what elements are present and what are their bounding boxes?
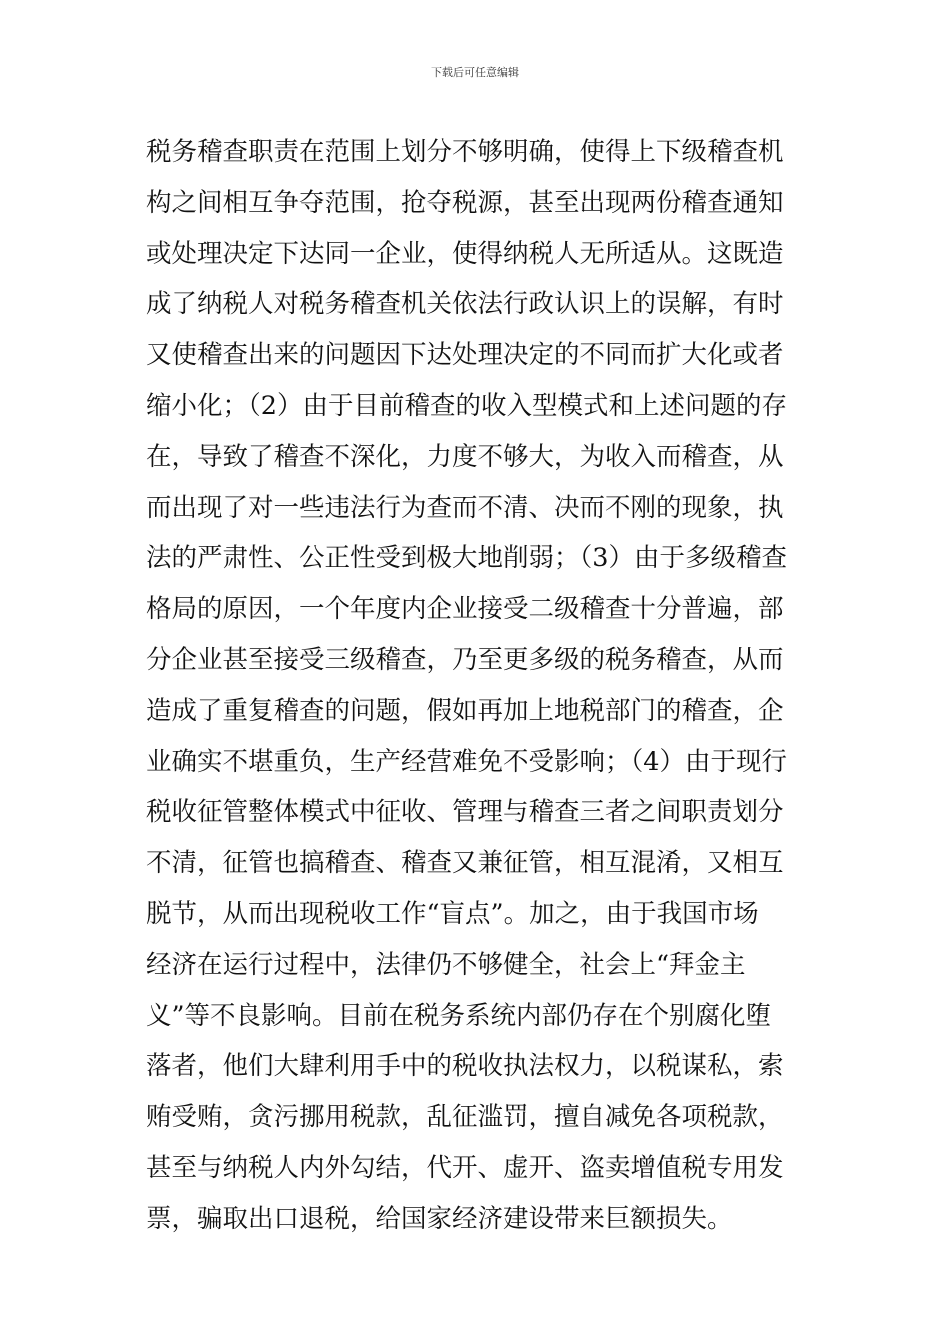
text-line: 或处理决定下达同一企业，使得纳税人无所适从。这既造 <box>146 238 784 269</box>
text-line: 税务稽查职责在范围上划分不够明确，使得上下级稽查机 <box>146 137 784 167</box>
text-line: 税收征管整体模式中征收、管理与稽查三者之间职责划分 <box>146 797 784 828</box>
text-line: 不清，征管也搞稽查、稽查又兼征管，相互混淆，又相互 <box>146 848 784 879</box>
text-line: 而出现了对一些违法行为查而不清、决而不刚的现象，执 <box>146 492 784 523</box>
text-line: 贿受贿，贪污挪用税款，乱征滥罚，擅自减免各项税款， <box>146 1102 784 1133</box>
text-line: 在，导致了稽查不深化，力度不够大，为收入而稽查，从 <box>146 441 784 472</box>
text-line: 分企业甚至接受三级稽查，乃至更多级的税务稽查，从而 <box>146 644 784 675</box>
text-line: 缩小化；（2）由于目前稽查的收入型模式和上述问题的存 <box>146 390 787 421</box>
body-paragraph <box>146 127 826 1245</box>
text-line: 义”等不良影响。目前在税务系统内部仍存在个别腐化堕 <box>146 1000 772 1031</box>
text-line: 又使稽查出来的问题因下达处理决定的不同而扩大化或者 <box>146 340 784 371</box>
text-line: 造成了重复稽查的问题，假如再加上地税部门的稽查，企 <box>146 695 784 726</box>
text-line: 票，骗取出口退税，给国家经济建设带来巨额损失。 <box>146 1203 733 1234</box>
text-line: 成了纳税人对税务稽查机关依法行政认识上的误解，有时 <box>146 289 784 320</box>
text-line: 经济在运行过程中，法律仍不够健全，社会上“拜金主 <box>146 949 746 980</box>
text-line: 法的严肃性、公正性受到极大地削弱；（3）由于多级稽查 <box>146 543 787 574</box>
text-line: 业确实不堪重负，生产经营难免不受影响；（4）由于现行 <box>146 746 787 777</box>
text-line: 格局的原因，一个年度内企业接受二级稽查十分普遍，部 <box>146 594 784 625</box>
text-line: 落者，他们大肆利用手中的税收执法权力，以税谋私，索 <box>146 1051 784 1082</box>
text-line: 构之间相互争夺范围，抢夺税源，甚至出现两份稽查通知 <box>146 187 784 218</box>
text-line: 脱节，从而出现税收工作“盲点”。加之，由于我国市场 <box>146 898 759 929</box>
text-line: 甚至与纳税人内外勾结，代开、虚开、盗卖增值税专用发 <box>146 1152 784 1183</box>
page-header: 下载后可任意编辑 <box>431 66 519 79</box>
